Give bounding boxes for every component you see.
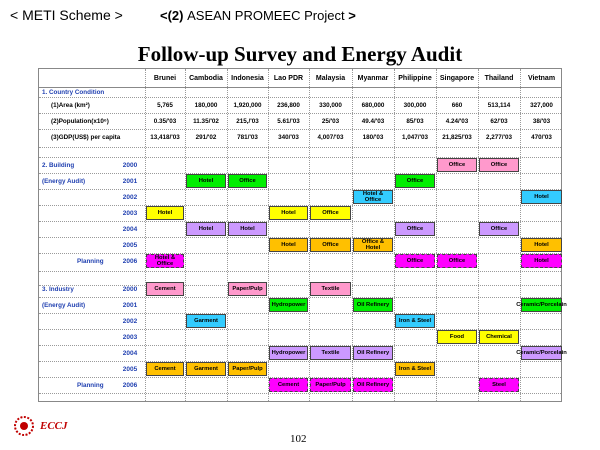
column-header-brunei: Brunei [153,74,177,82]
building-cells-entry: Hotel [521,254,562,268]
section2-year-2000: 2000 [122,161,138,169]
section3-year-2002: 2002 [122,317,138,325]
section2-year-2002: 2002 [122,193,138,201]
section-country-condition: 1. Country Condition [42,88,105,96]
industry-cells-entry: Chemical [479,330,519,344]
building-cells-entry: Office [479,222,519,236]
column-header-vietnam: Vietnam [527,74,556,82]
value-gdp-9: 470/'03 [531,133,552,141]
section2-label: 2. Building [42,161,75,169]
page-title: Follow-up Survey and Energy Audit [137,42,463,66]
section3-label: 3. Industry [42,285,74,293]
value-pop-2: 215,/'03 [236,117,259,125]
building-cells-entry: Office [437,254,477,268]
meti-scheme-label: < METI Scheme > [10,7,123,23]
value-area-5: 680,000 [361,101,385,109]
value-pop-7: 4.24/'03 [445,117,469,125]
column-header-myanmar: Myanmar [357,74,389,82]
industry-cells-entry: Food [437,330,477,344]
row-label-area: (1)Area (km²) [51,101,90,109]
row-divider [39,147,561,148]
value-area-2: 1,920,000 [233,101,262,109]
project-heading-prefix: <(2) [160,8,184,23]
building-cells-entry: Office [395,222,435,236]
column-header-singapore: Singapore [439,74,475,82]
eccj-logo-text: ECCJ [40,420,68,432]
section3-planning: Planning [77,381,104,389]
value-gdp-4: 4,007/'03 [317,133,344,141]
industry-cells-entry: Paper/Pulp [228,362,267,376]
value-pop-6: 85/'03 [406,117,424,125]
row-divider [39,393,561,394]
survey-table [38,68,567,402]
building-cells-entry: Hotel [186,222,226,236]
industry-cells-entry: Iron & Steel [395,314,435,328]
value-area-1: 180,000 [194,101,218,109]
value-gdp-6: 1,047/'03 [401,133,428,141]
industry-cells-entry: Iron & Steel [395,362,435,376]
industry-cells-entry: Ceramic/Porcelain [521,298,562,312]
building-cells-entry: Hotel [228,222,267,236]
section2-year-2004: 2004 [122,225,138,233]
industry-cells-entry: Paper/Pulp [228,282,267,296]
industry-cells-entry: Cement [269,378,308,392]
column-header-indonesia: Indonesia [231,74,264,82]
section3-year-2003: 2003 [122,333,138,341]
section2-year-2005: 2005 [122,241,138,249]
section3-year-2006: 2006 [122,381,138,389]
industry-cells-entry: Paper/Pulp [310,378,351,392]
column-header-cambodia: Cambodia [189,74,223,82]
industry-cells-entry: Textile [310,346,351,360]
value-area-4: 330,000 [319,101,342,109]
industry-cells-entry: Hydropower [269,298,308,312]
industry-cells-entry: Steel [479,378,519,392]
building-cells-entry: Hotel [269,238,308,252]
industry-cells-entry: Cement [146,362,184,376]
section3-year-2005: 2005 [122,365,138,373]
section2-sublabel: (Energy Audit) [42,177,86,185]
value-gdp-5: 180/'03 [362,133,384,141]
value-pop-1: 11.35/'02 [193,117,219,125]
section2-year-2003: 2003 [122,209,138,217]
industry-cells-entry: Oil Refinery [353,378,393,392]
column-header-malaysia: Malaysia [315,74,346,82]
building-cells-entry: Hotel & Office [146,254,184,268]
building-cells-entry: Office [310,238,351,252]
industry-cells-entry: Cement [146,282,184,296]
section2-planning: Planning [77,257,104,265]
building-cells-entry: Hotel [186,174,226,188]
project-heading-suffix: > [348,8,356,23]
value-pop-9: 38/'03 [532,117,551,125]
project-heading-main: ASEAN PROMEEC Project [187,8,345,23]
industry-cells-entry: Ceramic/Porcelain [521,346,562,360]
project-heading [160,8,356,23]
row-label-gdp: (3)GDP(US$) per capita [51,133,121,141]
page-number: 102 [290,433,307,445]
value-area-0: 5,765 [157,101,173,109]
building-cells-entry: Hotel [521,238,562,252]
column-header-philippine: Philippine [398,74,432,82]
value-area-3: 236,800 [277,101,300,109]
value-gdp-2: 781/'03 [237,133,258,141]
value-area-8: 513,114 [487,101,511,109]
value-pop-8: 62/'03 [490,117,508,125]
building-cells-entry: Office [228,174,267,188]
building-cells-entry: Office [395,254,435,268]
value-pop-0: 0.35/'03 [153,117,177,125]
section3-sublabel: (Energy Audit) [42,301,86,309]
industry-cells-entry: Garment [186,362,226,376]
building-cells-entry: Office & Hotel [353,238,393,252]
value-pop-3: 5.61/'03 [277,117,300,125]
column-header-lao-pdr: Lao PDR [273,74,304,82]
industry-cells-entry: Textile [310,282,351,296]
value-pop-5: 49.4/'03 [361,117,385,125]
section3-year-2001: 2001 [122,301,138,309]
section2-year-2006: 2006 [122,257,138,265]
industry-cells-entry: Oil Refinery [353,346,393,360]
row-label-pop: (2)Population(x10⁶) [51,117,109,125]
value-pop-4: 25/'03 [321,117,340,125]
industry-cells-entry: Oil Refinery [353,298,393,312]
column-header-thailand: Thailand [484,74,514,82]
industry-cells-entry: Garment [186,314,226,328]
value-gdp-1: 291/'02 [195,133,217,141]
value-gdp-7: 21,825/'03 [442,133,472,141]
building-cells-entry: Hotel [269,206,308,220]
value-gdp-8: 2,277/'03 [485,133,512,141]
building-cells-entry: Hotel [521,190,562,204]
value-area-7: 660 [451,101,463,109]
section2-year-2001: 2001 [122,177,138,185]
section3-year-2004: 2004 [122,349,138,357]
value-area-6: 300,000 [403,101,427,109]
row-divider [39,271,561,272]
value-gdp-0: 13,418/'03 [150,133,180,141]
value-gdp-3: 340/'03 [278,133,299,141]
building-cells-entry: Office [437,158,477,172]
building-cells-entry: Office [395,174,435,188]
value-area-9: 327,000 [530,101,553,109]
building-cells-entry: Office [310,206,351,220]
section3-year-2000: 2000 [122,285,138,293]
building-cells-entry: Office [479,158,519,172]
eccj-logo-icon [12,414,36,438]
building-cells-entry: Hotel [146,206,184,220]
building-cells-entry: Hotel & Office [353,190,393,204]
industry-cells-entry: Hydropower [269,346,308,360]
